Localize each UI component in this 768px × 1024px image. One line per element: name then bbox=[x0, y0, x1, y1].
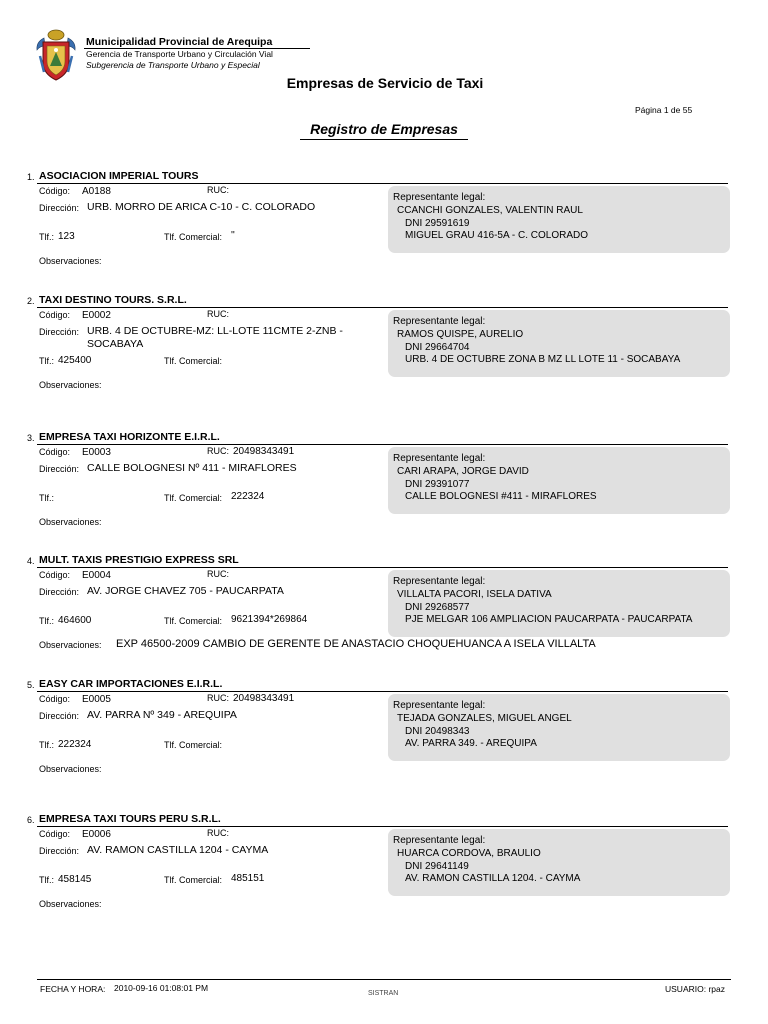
tlf-value: 425400 bbox=[58, 355, 92, 366]
tlf-label: Tlf.: bbox=[39, 493, 54, 503]
direccion-value-cont: SOCABAYA bbox=[87, 338, 144, 350]
observaciones-label: Observaciones: bbox=[39, 256, 102, 266]
tlf-comercial-label: Tlf. Comercial: bbox=[164, 740, 223, 750]
legal-representative-panel bbox=[388, 570, 730, 637]
tlf-value: 458145 bbox=[58, 874, 92, 885]
tlf-comercial-value: '' bbox=[231, 230, 235, 241]
direccion-label: Dirección: bbox=[39, 203, 80, 213]
direccion-value: AV. JORGE CHAVEZ 705 - PAUCARPATA bbox=[87, 585, 284, 597]
tlf-comercial-value: 485151 bbox=[231, 873, 265, 884]
entry-number: 6. bbox=[27, 815, 35, 825]
subtitle-underline bbox=[300, 139, 468, 140]
direccion-value: AV. PARRA Nº 349 - AREQUIPA bbox=[87, 709, 237, 721]
tlf-value: 123 bbox=[58, 231, 75, 242]
representante-label: Representante legal: bbox=[393, 192, 486, 203]
tlf-label: Tlf.: bbox=[39, 232, 54, 242]
tlf-value: 464600 bbox=[58, 615, 92, 626]
municipal-coat-of-arms-logo bbox=[34, 28, 78, 82]
tlf-comercial-label: Tlf. Comercial: bbox=[164, 875, 223, 885]
company-name: MULT. TAXIS PRESTIGIO EXPRESS SRL bbox=[39, 554, 239, 566]
direccion-value: CALLE BOLOGNESI Nº 411 - MIRAFLORES bbox=[87, 462, 297, 474]
company-name: EASY CAR IMPORTACIONES E.I.R.L. bbox=[39, 678, 223, 690]
representante-address: MIGUEL GRAU 416-5A - C. COLORADO bbox=[405, 230, 589, 241]
legal-representative-panel bbox=[388, 829, 730, 896]
entry-divider bbox=[37, 307, 728, 308]
ruc-value: 20498343491 bbox=[233, 693, 295, 704]
document-subtitle: Registro de Empresas bbox=[310, 121, 458, 137]
direccion-value: URB. 4 DE OCTUBRE-MZ: LL-LOTE 11CMTE 2-ZNB - bbox=[87, 325, 343, 337]
footer-divider bbox=[37, 979, 731, 980]
tlf-comercial-label: Tlf. Comercial: bbox=[164, 356, 223, 366]
company-name: EMPRESA TAXI HORIZONTE E.I.R.L. bbox=[39, 431, 220, 443]
company-entry bbox=[0, 172, 768, 292]
representante-label: Representante legal: bbox=[393, 316, 486, 327]
company-entry bbox=[0, 815, 768, 935]
representante-label: Representante legal: bbox=[393, 700, 486, 711]
entry-number: 5. bbox=[27, 680, 35, 690]
tlf-value: 222324 bbox=[58, 739, 92, 750]
codigo-value: E0006 bbox=[82, 829, 111, 840]
representante-name: HUARCA CORDOVA, BRAULIO bbox=[397, 848, 541, 859]
direccion-label: Dirección: bbox=[39, 464, 80, 474]
organization-name: Municipalidad Provincial de Arequipa bbox=[86, 36, 273, 48]
ruc-label: RUC: bbox=[207, 828, 229, 838]
representante-dni: DNI 29641149 bbox=[405, 861, 469, 872]
ruc-label: RUC: bbox=[207, 185, 229, 195]
entry-divider bbox=[37, 691, 728, 692]
representante-dni: DNI 29268577 bbox=[405, 602, 470, 613]
codigo-label: Código: bbox=[39, 447, 71, 457]
codigo-value: E0004 bbox=[82, 570, 111, 581]
ruc-label: RUC: bbox=[207, 693, 229, 703]
ruc-value: 20498343491 bbox=[233, 446, 295, 457]
codigo-label: Código: bbox=[39, 186, 71, 196]
representante-name: CARI ARAPA, JORGE DAVID bbox=[397, 466, 529, 477]
representante-address: AV. RAMON CASTILLA 1204. - CAYMA bbox=[405, 873, 581, 884]
entry-divider bbox=[37, 183, 728, 184]
tlf-comercial-label: Tlf. Comercial: bbox=[164, 232, 223, 242]
representante-address: PJE MELGAR 106 AMPLIACION PAUCARPATA - PAUCARPATA bbox=[405, 614, 693, 625]
codigo-value: E0002 bbox=[82, 310, 111, 321]
direccion-value: URB. MORRO DE ARICA C-10 - C. COLORADO bbox=[87, 201, 316, 213]
tlf-comercial-value: 222324 bbox=[231, 491, 265, 502]
entry-divider bbox=[37, 567, 728, 568]
legal-representative-panel bbox=[388, 447, 730, 514]
codigo-value: E0003 bbox=[82, 447, 111, 458]
representante-dni: DNI 29591619 bbox=[405, 218, 470, 229]
page-number: Página 1 de 55 bbox=[635, 105, 693, 115]
representante-name: VILLALTA PACORI, ISELA DATIVA bbox=[397, 589, 552, 600]
representante-label: Representante legal: bbox=[393, 835, 486, 846]
representante-address: AV. PARRA 349. - AREQUIPA bbox=[405, 738, 537, 749]
direccion-label: Dirección: bbox=[39, 711, 80, 721]
company-entry bbox=[0, 556, 768, 676]
codigo-label: Código: bbox=[39, 829, 71, 839]
legal-representative-panel bbox=[388, 186, 730, 253]
footer-system-name: SISTRAN bbox=[368, 990, 399, 997]
footer-user: USUARIO: rpaz bbox=[665, 984, 725, 994]
legal-representative-panel bbox=[388, 310, 730, 377]
observaciones-label: Observaciones: bbox=[39, 517, 102, 527]
direccion-label: Dirección: bbox=[39, 846, 80, 856]
organization-subdepartment: Subgerencia de Transporte Urbano y Especial bbox=[86, 60, 260, 70]
representante-address: CALLE BOLOGNESI #411 - MIRAFLORES bbox=[405, 491, 597, 502]
company-entry bbox=[0, 433, 768, 553]
footer-date-label: FECHA Y HORA: bbox=[40, 984, 106, 994]
document-title: Empresas de Servicio de Taxi bbox=[286, 75, 484, 91]
codigo-value: A0188 bbox=[82, 186, 111, 197]
representante-address: URB. 4 DE OCTUBRE ZONA B MZ LL LOTE 11 - SOCABAYA bbox=[405, 354, 681, 365]
footer-date-value: 2010-09-16 01:08:01 PM bbox=[114, 983, 209, 993]
direccion-label: Dirección: bbox=[39, 327, 80, 337]
entry-divider bbox=[37, 826, 728, 827]
entry-number: 1. bbox=[27, 172, 35, 182]
tlf-comercial-value: 9621394*269864 bbox=[231, 614, 308, 625]
codigo-label: Código: bbox=[39, 694, 71, 704]
ruc-label: RUC: bbox=[207, 309, 229, 319]
codigo-label: Código: bbox=[39, 310, 71, 320]
entry-divider bbox=[37, 444, 728, 445]
company-name: EMPRESA TAXI TOURS PERU S.R.L. bbox=[39, 813, 221, 825]
entry-number: 2. bbox=[27, 296, 35, 306]
representante-label: Representante legal: bbox=[393, 576, 486, 587]
representante-name: CCANCHI GONZALES, VALENTIN RAUL bbox=[397, 205, 583, 216]
tlf-label: Tlf.: bbox=[39, 616, 54, 626]
representante-dni: DNI 29391077 bbox=[405, 479, 470, 490]
organization-department: Gerencia de Transporte Urbano y Circulación Vial bbox=[86, 49, 273, 59]
tlf-label: Tlf.: bbox=[39, 875, 54, 885]
direccion-value: AV. RAMON CASTILLA 1204 - CAYMA bbox=[87, 844, 269, 856]
company-name: ASOCIACION IMPERIAL TOURS bbox=[39, 170, 199, 182]
representante-label: Representante legal: bbox=[393, 453, 486, 464]
entry-number: 4. bbox=[27, 556, 35, 566]
tlf-label: Tlf.: bbox=[39, 356, 54, 366]
company-name: TAXI DESTINO TOURS. S.R.L. bbox=[39, 294, 187, 306]
representante-name: TEJADA GONZALES, MIGUEL ANGEL bbox=[397, 713, 572, 724]
legal-representative-panel bbox=[388, 694, 730, 761]
tlf-comercial-label: Tlf. Comercial: bbox=[164, 493, 223, 503]
observaciones-label: Observaciones: bbox=[39, 899, 102, 909]
codigo-value: E0005 bbox=[82, 694, 111, 705]
tlf-comercial-label: Tlf. Comercial: bbox=[164, 616, 223, 626]
observaciones-value: EXP 46500-2009 CAMBIO DE GERENTE DE ANASTACIO CHOQUEHUANCA A ISELA VILLALTA bbox=[116, 638, 596, 650]
representante-dni: DNI 20498343 bbox=[405, 726, 470, 737]
tlf-label: Tlf.: bbox=[39, 740, 54, 750]
representante-dni: DNI 29664704 bbox=[405, 342, 470, 353]
company-entry bbox=[0, 680, 768, 800]
direccion-label: Dirección: bbox=[39, 587, 80, 597]
entry-number: 3. bbox=[27, 433, 35, 443]
observaciones-label: Observaciones: bbox=[39, 764, 102, 774]
ruc-label: RUC: bbox=[207, 446, 229, 456]
observaciones-label: Observaciones: bbox=[39, 640, 102, 650]
representante-name: RAMOS QUISPE, AURELIO bbox=[397, 329, 524, 340]
company-entry bbox=[0, 296, 768, 416]
ruc-label: RUC: bbox=[207, 569, 229, 579]
observaciones-label: Observaciones: bbox=[39, 380, 102, 390]
codigo-label: Código: bbox=[39, 570, 71, 580]
